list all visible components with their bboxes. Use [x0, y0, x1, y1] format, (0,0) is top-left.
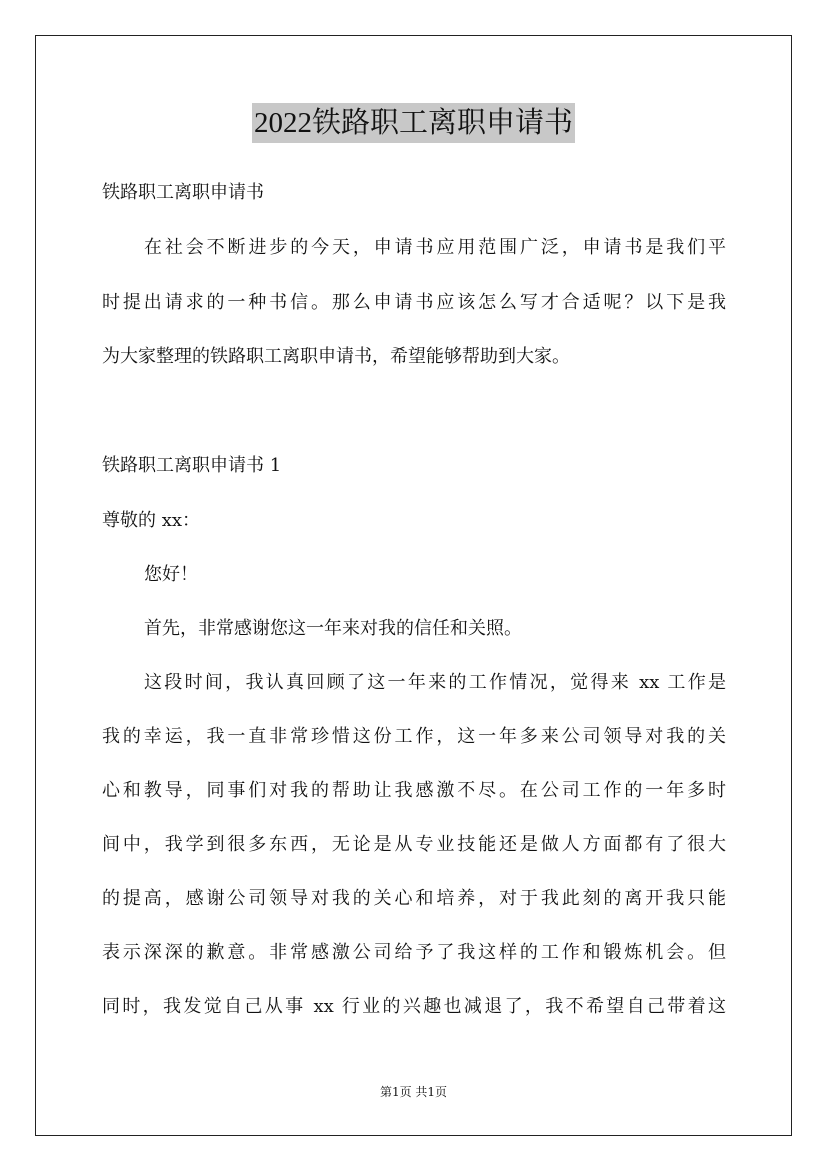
subtitle: 铁路职工离职申请书: [102, 182, 264, 203]
page-footer: 第1页 共1页: [379, 1085, 448, 1099]
intro-line-2: 时提出请求的一种书信。那么申请书应该怎么写才合适呢？以下是我: [102, 292, 726, 313]
paragraph-2-line-5: 的提高，感谢公司领导对我的关心和培养，对于我此刻的离开我只能: [102, 888, 726, 909]
paragraph-2-line-6: 表示深深的歉意。非常感激公司给予了我这样的工作和锻炼机会。但: [102, 942, 726, 963]
paragraph-2-line-1: 这段时间，我认真回顾了这一年来的工作情况，觉得来 xx 工作是: [144, 672, 726, 693]
paragraph-2-line-4: 间中，我学到很多东西，无论是从专业技能还是做人方面都有了很大: [102, 834, 726, 855]
paragraph-1: 首先，非常感谢您这一年来对我的信任和关照。: [144, 618, 522, 639]
intro-line-3: 为大家整理的铁路职工离职申请书，希望能够帮助到大家。: [102, 346, 570, 367]
paragraph-2-line-2: 我的幸运，我一直非常珍惜这份工作，这一年多来公司领导对我的关: [102, 726, 726, 747]
section-heading: 铁路职工离职申请书 1: [102, 455, 282, 476]
intro-line-1: 在社会不断进步的今天，申请书应用范围广泛，申请书是我们平: [144, 237, 726, 258]
title-container: [0, 103, 827, 143]
greeting: 您好！: [144, 564, 198, 585]
paragraph-2-line-3: 心和教导，同事们对我的帮助让我感激不尽。在公司工作的一年多时: [102, 780, 726, 801]
salutation: 尊敬的 xx：: [102, 510, 201, 531]
paragraph-2-line-7: 同时，我发觉自己从事 xx 行业的兴趣也减退了，我不希望自己带着这: [102, 996, 726, 1017]
document-title: 2022铁路职工离职申请书: [252, 103, 575, 143]
